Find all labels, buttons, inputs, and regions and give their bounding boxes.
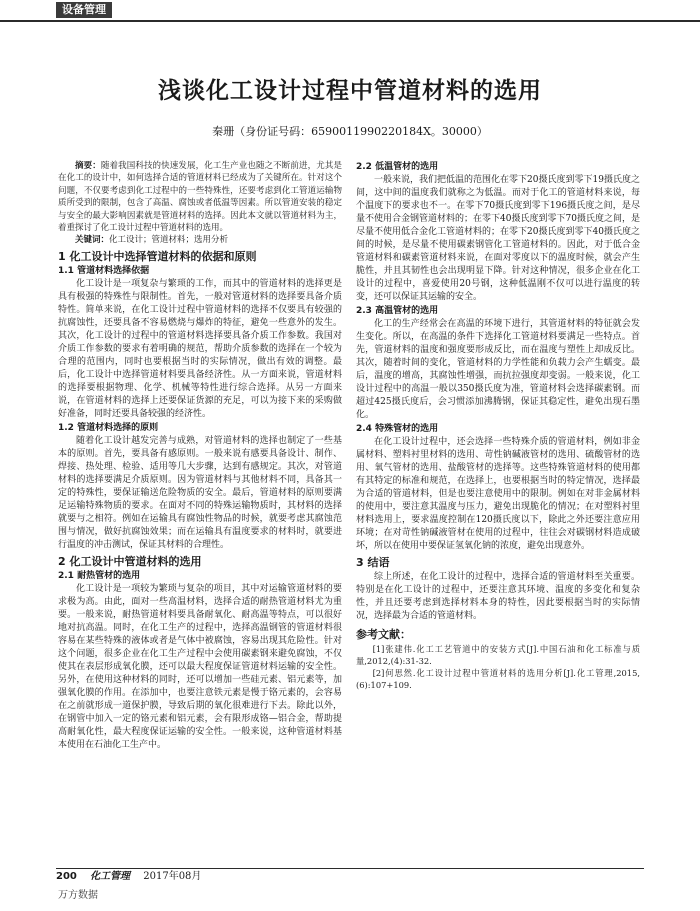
subsection-heading-2-3: 2.3 高温管材的选用 bbox=[356, 306, 439, 316]
section-heading-2: 2 化工设计中管道材料的选用 bbox=[58, 554, 202, 568]
keywords-label: 关键词： bbox=[75, 235, 110, 246]
left-column bbox=[58, 160, 342, 840]
reference-2: [2]何思然.化工设计过程中管道材料的选用分析[J].化工管理,2015,(6):107+109. bbox=[356, 668, 640, 690]
subsection-heading-2-4: 2.4 特殊管材的选用 bbox=[356, 424, 439, 434]
right-column bbox=[356, 160, 640, 840]
paragraph-3: 综上所述，在化工设计的过程中，选择合适的管道材料至关重要。特别是在化工设计的过程中，还要注意其环境、温度的多变化和复杂性，并且还要考虑到选择材料本身的特性，因此要根据当时的实际情况，选择最为合适的管道材料。 bbox=[356, 572, 640, 621]
paragraph-1-2: 随着化工设计越发完善与成熟，对管道材料的选择也制定了一些基本的原则。首先，要具备有感原则。一般来说有感要具备设计、制作、焊接、热处理、检验、适用等几大步骤，达到有感规定。其次，对管道材料的选择要满足介质原则。因为管道材料与其他材料不同，具备其一定的特殊性，要保证输送危险物质的安全。最后，管道材料的原则要满足运输特殊物质的要求。在面对不同的特殊运输物质时，其材料的选择就要与之相符。例如在运输具有腐蚀性物品的时候，就要考虑其腐蚀范围与情况，做好抗腐蚀效果；而在运输具有温度要求的材料时，就要进行温度的冲击测试，保证其材料的合理性。 bbox=[58, 435, 342, 550]
page-footer bbox=[56, 868, 644, 885]
issue-date: 2017年08月 bbox=[143, 871, 202, 882]
database-brand: 万方数据 bbox=[58, 890, 98, 901]
paragraph-2-4: 在化工设计过程中，还会选择一些特殊介质的管道材料，例如非金属材料、塑料衬里材料的选用、苛性钠碱液管材的选用、硫酸管材的选用、氧气管材的选用、盐酸管材的选择等。这些特殊管道材料的使用都有其特定的标准和规范，在选择上，也要根据当时的特定情况，选择最为合适的管道材料，但是也要注意使用中的限制。例如在对非金属材料的使用中，要注意其温度与压力，避免出现脆化的情况；在对塑料衬里材料选用上，要求温度控制在120摄氏度以下，除此之外还要注意应用环境；在对苛性钠碱液管材在使用的过程中，往往会对碳钢材料造成破坏，所以在使用中要保证氢氧化钠的浓度，避免出现意外。 bbox=[356, 437, 640, 551]
paragraph-2-1: 化工设计是一项较为繁琐与复杂的项目，其中对运输管道材料的要求极为高。由此，面对一些高温材料，选择合适的耐热管道材料尤为重要。一般来说，耐热管道材料要具备耐氧化、耐高温等特点，可以很好地对抗高温。同时，在化工生产的过程中，选择高温钢管的管道材料很容易在某些特殊的液体或者是气体中被腐蚀，容易出现其危险性。针对这个问题，很多企业在化工生产过程中会使用碳素钢来避免腐蚀，不仅使其在表层形成氧化膜，还可以最大程度保证管道材料运输的安全性。另外，在使用这种材料的同时，还可以增加一些硅元素、铝元素等，加强氧化膜的作用。在添加中，也要注意铁元素是慢于铬元素的，会容易在之前就形成一道保护膜，导致后期的氧化很难进行下去。除此以外，在钢管中加入一定的铬元素和铝元素，会有限形成铬—铝合金，帮助提高耐氧化性，最大程度保证运输的安全性。一般来说，这种管道材料基本使用在石油化工生产中。 bbox=[58, 583, 342, 750]
article-title: 浅谈化工设计过程中管道材料的选用 bbox=[158, 78, 542, 104]
journal-name: 化工管理 bbox=[90, 871, 131, 882]
author-line: 秦珊（身份证号码：6590011990220184X。30000） bbox=[212, 125, 488, 138]
paragraph-2-2: 一般来说，我们把低温的范围化在零下20摄氏度到零下19摄氏度之间，这中间的温度我们就称之为低温。而对于化工的管道材料来说，每个温度下的要求也不一。在零下70摄氏度到零下196摄氏度之间，是尽量不使用合金钢管道材料的；在零下40摄氏度到零下70摄氏度之间，是尽量不使用低合金化工管道材料的；在零下20摄氏度到零下40摄氏度之间的时候，是尽量不使用碳素钢管化工管道材料的。因此，对于低合金管道材料和碳素管道材料来说，在面对零度以下的温度时候，就会产生脆性，并且其韧性也会出现明显下降。针对这种情况，很多企业在化工设计的过程中，喜爱使用20号钢，这种低温刚不仅可以进行温度的转变，还可以保证其运输的安全。 bbox=[356, 175, 640, 302]
page-number: 200 bbox=[56, 871, 77, 882]
subsection-heading-2-1: 2.1 耐热管材的选用 bbox=[58, 570, 141, 581]
reference-1: [1]张建伟.化工工艺管道中的安装方式[J].中国石油和化工标准与质量,2012,(4):31-32. bbox=[356, 644, 640, 666]
subsection-heading-1-1: 1.1 管道材料选择依据 bbox=[58, 265, 150, 276]
paragraph-1-1: 化工设计是一项复杂与繁琐的工作，而其中的管道材料的选择更是具有极强的特殊性与限制性。首先，一般对管道材料的选择要具备介质特性。简单来说，在化工设计过程中管道材料的选择不仅要具有较强的抗腐蚀性，还要具备不容易燃烧与爆炸的特征，避免一些意外的发生。其次，化工设计的过程中的管道材料选择要具备介质工作参数。我国对介质工作参数的要求有着明确的规范，帮助介质参数的选择在一个较为合理的范围内，同时也要根据当时的实际情况，做出有效的调整。最后，化工设计中选择管道材料要具备经济性。从一方面来说，管道材料的选择要根据物理、化学、机械等特性进行综合选择。从另一方面来说，在管道材料的选择上还要保证货源的充足，可以为接下来的采购做好准备，同时还要具备较强的经济性。 bbox=[58, 278, 342, 419]
abstract bbox=[58, 160, 342, 234]
subsection-heading-1-2: 1.2 管道材料选择的原则 bbox=[58, 422, 159, 433]
keywords-text: 化工设计；管道材料；选用分析 bbox=[109, 235, 229, 246]
top-bar bbox=[0, 0, 700, 22]
abstract-text: 随着我国科技的快速发展，化工生产业也随之不断前进，尤其是在化工的设计中，如何选择合适的管道材料已经成为了关键所在。针对这个问题，不仅要考虑到化工过程中的一些特殊性，还要考虑到化工管道运输物质所受到的限制，包含了高温、腐蚀或者低温等因素。所以管道安装的稳定与安全的最大影响因素就是管道材料的选择。因此本文就以管道材料为主，着重探讨了化工设计过程中管道材料的选用。 bbox=[58, 161, 342, 234]
keywords bbox=[58, 234, 342, 246]
subsection-heading-2-2: 2.2 低温管材的选用 bbox=[356, 162, 439, 172]
abstract-label: 摘要： bbox=[75, 161, 101, 171]
section-tag: 设备管理 bbox=[56, 2, 112, 18]
section-heading-1: 1 化工设计中选择管道材料的依据和原则 bbox=[58, 249, 257, 263]
references-title: 参考文献： bbox=[356, 628, 411, 641]
paragraph-2-3: 化工的生产经常会在高温的环境下进行，其管道材料的特征就会发生变化。所以，在高温的条件下选择化工管道材料要满足一些特点。首先，管道材料的温度和强度要形成反比，而在温度与塑性上却成反比。其次，随着时间的变化，管道材料的力学性能和负载力会产生蠕变。最后，温度的增高，其腐蚀性增强，而抗拉强度却变弱。一般来说，化工设计过程中的高温一般以350摄氏度为准，管道材料会选择碳素钢。而超过425摄氏度后，会习惯添加沸腾钢，保证其稳定性，避免出现石墨化。 bbox=[356, 319, 640, 420]
section-heading-3: 3 结语 bbox=[356, 556, 390, 569]
